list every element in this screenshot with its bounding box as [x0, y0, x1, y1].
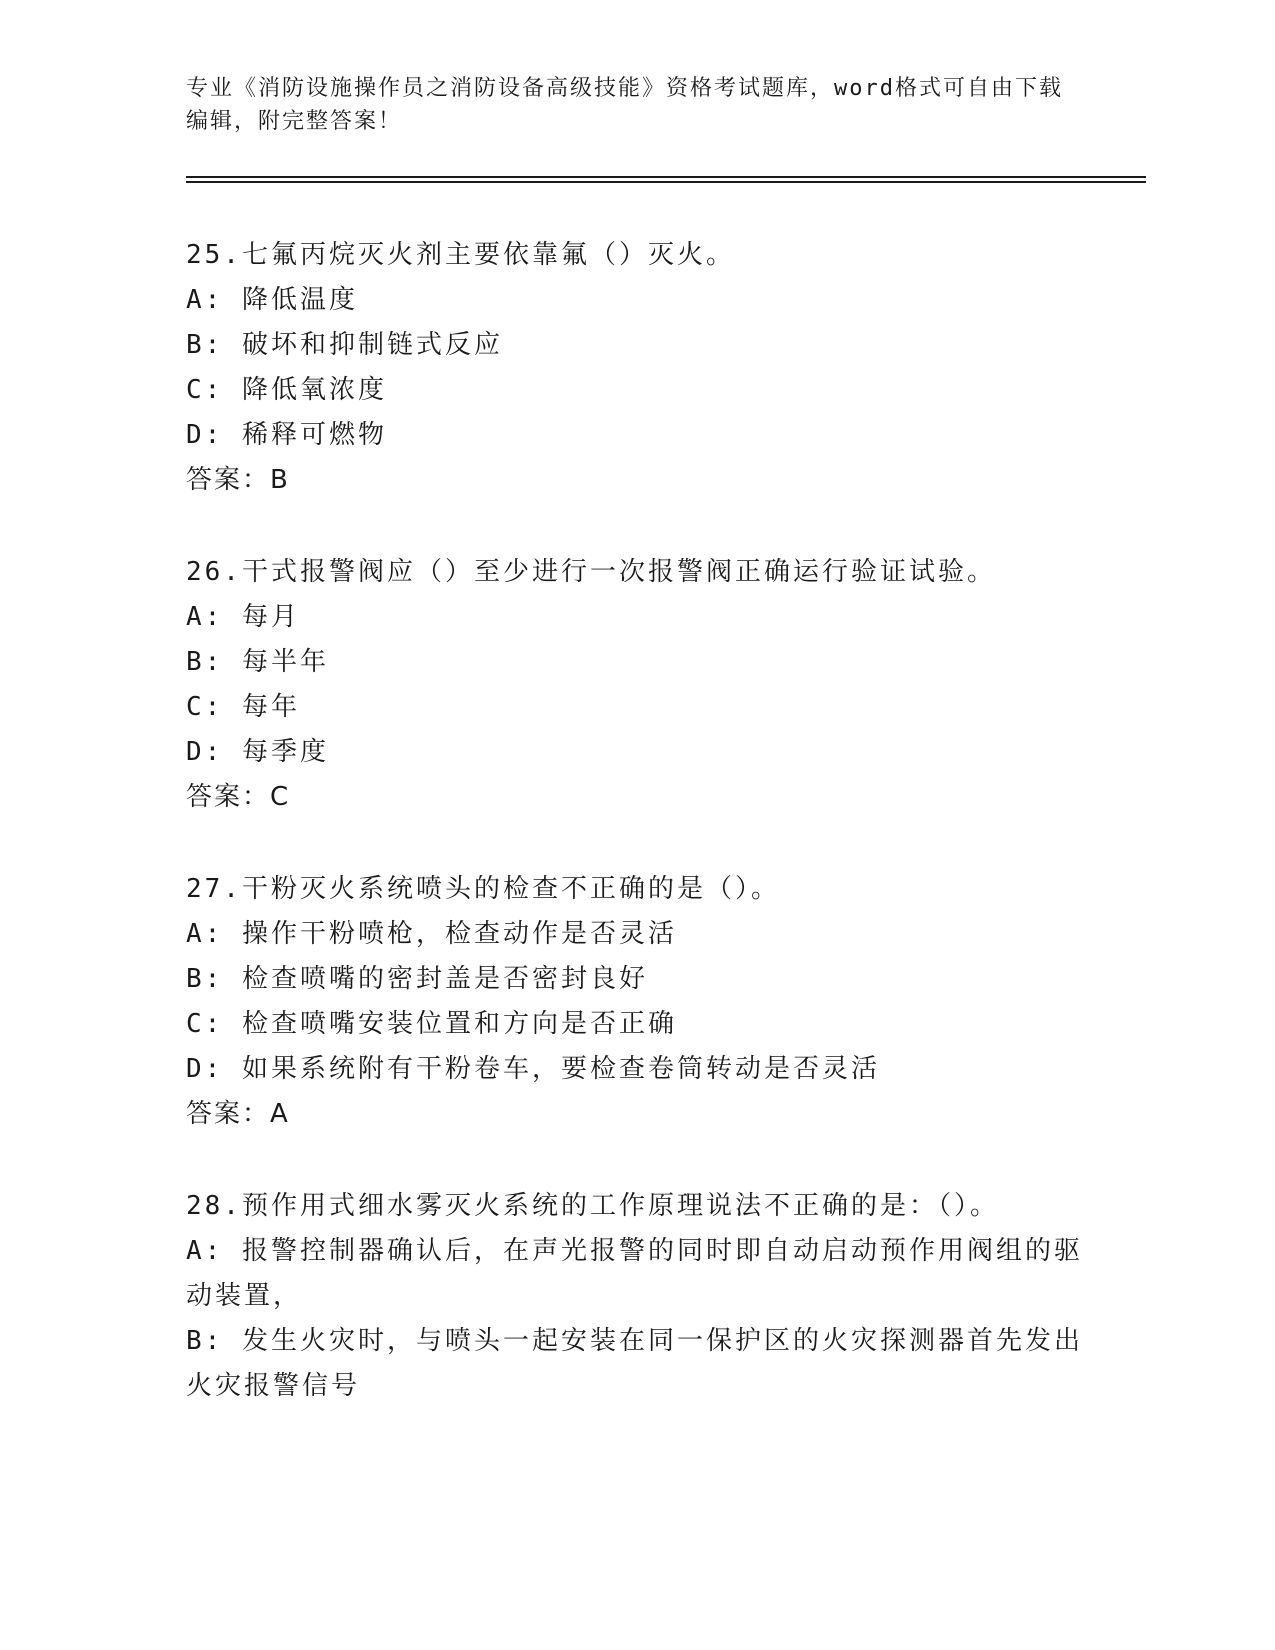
option-c: C: 检查喷嘴安装位置和方向是否正确	[186, 1009, 677, 1039]
document-header: 专业《消防设施操作员之消防设备高级技能》资格考试题库，word格式可自由下载编辑，附完整答案！	[186, 76, 1063, 134]
question-stem: 26.干式报警阀应（）至少进行一次报警阀正确运行验证试验。	[186, 557, 996, 587]
question-27	[186, 867, 1086, 1137]
option-d: D: 每季度	[186, 737, 329, 767]
header-divider-top	[186, 176, 1146, 178]
answer: 答案：A	[186, 1099, 290, 1129]
question-stem: 28.预作用式细水雾灭火系统的工作原理说法不正确的是：（）。	[186, 1191, 999, 1221]
question-26	[186, 550, 1086, 820]
question-25	[186, 233, 1086, 503]
answer: 答案：B	[186, 465, 290, 495]
option-a: A: 报警控制器确认后，在声光报警的同时即自动启动预作用阀组的驱动装置，	[186, 1236, 1083, 1311]
option-b: B: 检查喷嘴的密封盖是否密封良好	[186, 964, 648, 994]
option-b: B: 发生火灾时，与喷头一起安装在同一保护区的火灾探测器首先发出火灾报警信号	[186, 1326, 1083, 1401]
answer: 答案：C	[186, 782, 291, 812]
option-d: D: 稀释可燃物	[186, 420, 387, 450]
option-a: A: 每月	[186, 602, 300, 632]
header-divider-bottom	[186, 181, 1146, 183]
option-c: C: 每年	[186, 692, 300, 722]
option-d: D: 如果系统附有干粉卷车，要检查卷筒转动是否灵活	[186, 1054, 880, 1084]
option-c: C: 降低氧浓度	[186, 375, 387, 405]
option-a: A: 操作干粉喷枪，检查动作是否灵活	[186, 919, 677, 949]
option-b: B: 每半年	[186, 647, 329, 677]
question-stem: 27.干粉灭火系统喷头的检查不正确的是（）。	[186, 874, 780, 904]
question-stem: 25.七氟丙烷灭火剂主要依靠氟（）灭火。	[186, 240, 735, 270]
option-a: A: 降低温度	[186, 285, 358, 315]
question-28	[186, 1184, 1086, 1409]
option-b: B: 破坏和抑制链式反应	[186, 330, 503, 360]
